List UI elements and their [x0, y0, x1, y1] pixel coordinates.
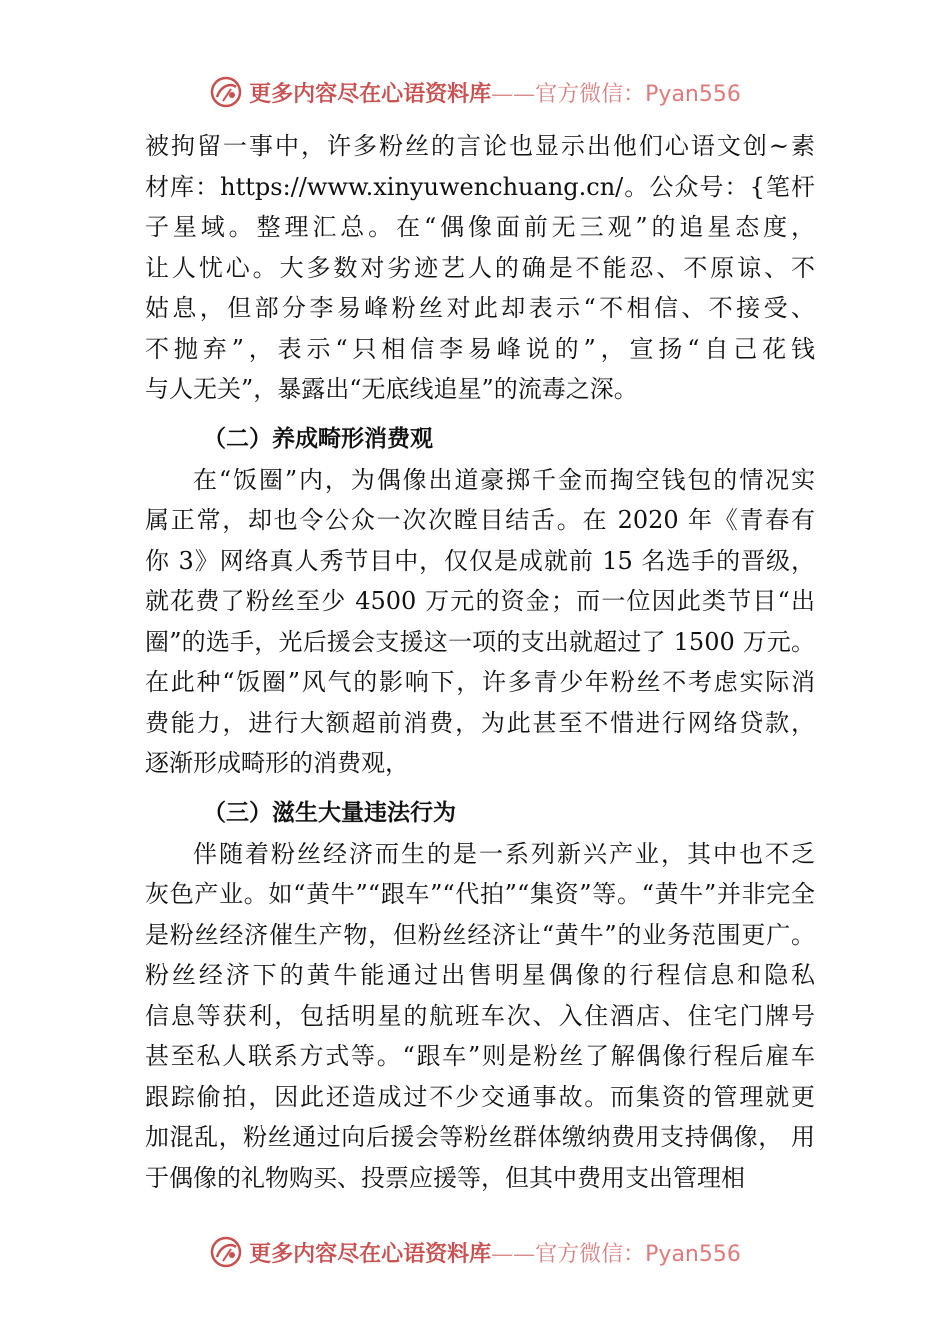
text-line: 是粉丝经济催生产物，但粉丝经济让“黄牛”的业务范围更广。	[145, 920, 815, 949]
text-line: 就花费了粉丝至少 4500 万元的资金；而一位因此类节目“出	[145, 587, 815, 615]
header-watermark	[0, 72, 950, 112]
text-line: 逐渐形成畸形的消费观，	[145, 749, 409, 777]
text-line: 于偶像的礼物购买、投票应援等，但其中费用支出管理相	[145, 1163, 745, 1192]
text-line: 圈”的选手，光后援会支援这一项的支出就超过了 1500 万元。	[145, 627, 815, 656]
watermark-dash: ——	[491, 1241, 536, 1267]
text-line: 甚至私人联系方式等。“跟车”则是粉丝了解偶像行程后雇车	[145, 1042, 815, 1070]
text-line: 材库：https://www.xinyuwenchuang.cn/。公众号：{笔杆	[145, 172, 815, 201]
paragraph-section-3	[145, 834, 815, 1199]
document-body	[145, 126, 815, 1198]
text-line: 与人无关”，暴露出“无底线追星”的流毒之深。	[145, 375, 638, 403]
text-line: 在此种“饭圈”风气的影响下，许多青少年粉丝不考虑实际消	[145, 668, 815, 696]
watermark-site: 更多内容尽在心语资料库	[249, 1240, 492, 1267]
text-line: 费能力，进行大额超前消费，为此甚至不惜进行网络贷款，	[145, 708, 815, 737]
text-line: 不抛弃”，表示“只相信李易峰说的”，宣扬“自己花钱	[145, 334, 815, 363]
footer-watermark	[0, 1232, 950, 1272]
watermark-site: 更多内容尽在心语资料库	[249, 80, 492, 107]
text-line: 伴随着粉丝经济而生的是一系列新兴产业，其中也不乏	[193, 839, 815, 868]
text-line: 在“饭圈”内，为偶像出道豪掷千金而掏空钱包的情况实	[193, 465, 815, 494]
text-line: 跟踪偷拍，因此还造成过不少交通事故。而集资的管理就更	[145, 1082, 815, 1111]
watermark-text	[249, 77, 741, 108]
watermark-wechat-label: 官方微信：	[535, 81, 646, 107]
text-line: 粉丝经济下的黄牛能通过出售明星偶像的行程信息和隐私	[145, 961, 815, 989]
paragraph-section-2	[145, 460, 815, 784]
watermark-dash: ——	[491, 81, 536, 107]
watermark-logo-icon	[209, 75, 243, 109]
section-heading-2: （二）养成畸形消费观	[203, 425, 433, 452]
watermark-wechat-label: 官方微信：	[535, 1241, 646, 1267]
text-line: 属正常，却也令公众一次次瞠目结舌。在 2020 年《青春有	[145, 506, 815, 534]
text-line: 加混乱，粉丝通过向后援会等粉丝群体缴纳费用支持偶像， 用	[145, 1123, 815, 1151]
watermark-logo-icon	[209, 1235, 243, 1269]
watermark-wechat-id: Pyan556	[645, 81, 741, 107]
text-line: 姑息，但部分李易峰粉丝对此却表示“不相信、不接受、	[145, 294, 815, 322]
text-line: 你 3》网络真人秀节目中，仅仅是成就前 15 名选手的晋级，	[145, 546, 815, 575]
text-line: 子星域。整理汇总。在“偶像面前无三观”的追星态度，	[145, 213, 815, 241]
section-heading-3: （三）滋生大量违法行为	[203, 799, 456, 826]
watermark-wechat-id: Pyan556	[645, 1241, 741, 1267]
text-line: 让人忧心。大多数对劣迹艺人的确是不能忍、不原谅、不	[145, 253, 815, 282]
text-line: 信息等获利，包括明星的航班车次、入住酒店、住宅门牌号	[145, 1001, 815, 1030]
text-line: 被拘留一事中，许多粉丝的言论也显示出他们心语文创~素	[145, 132, 815, 160]
paragraph-1	[145, 126, 815, 410]
text-line: 灰色产业。如“黄牛”“跟车”“代拍”“集资”等。“黄牛”并非完全	[145, 880, 815, 908]
watermark-text	[249, 1237, 741, 1268]
